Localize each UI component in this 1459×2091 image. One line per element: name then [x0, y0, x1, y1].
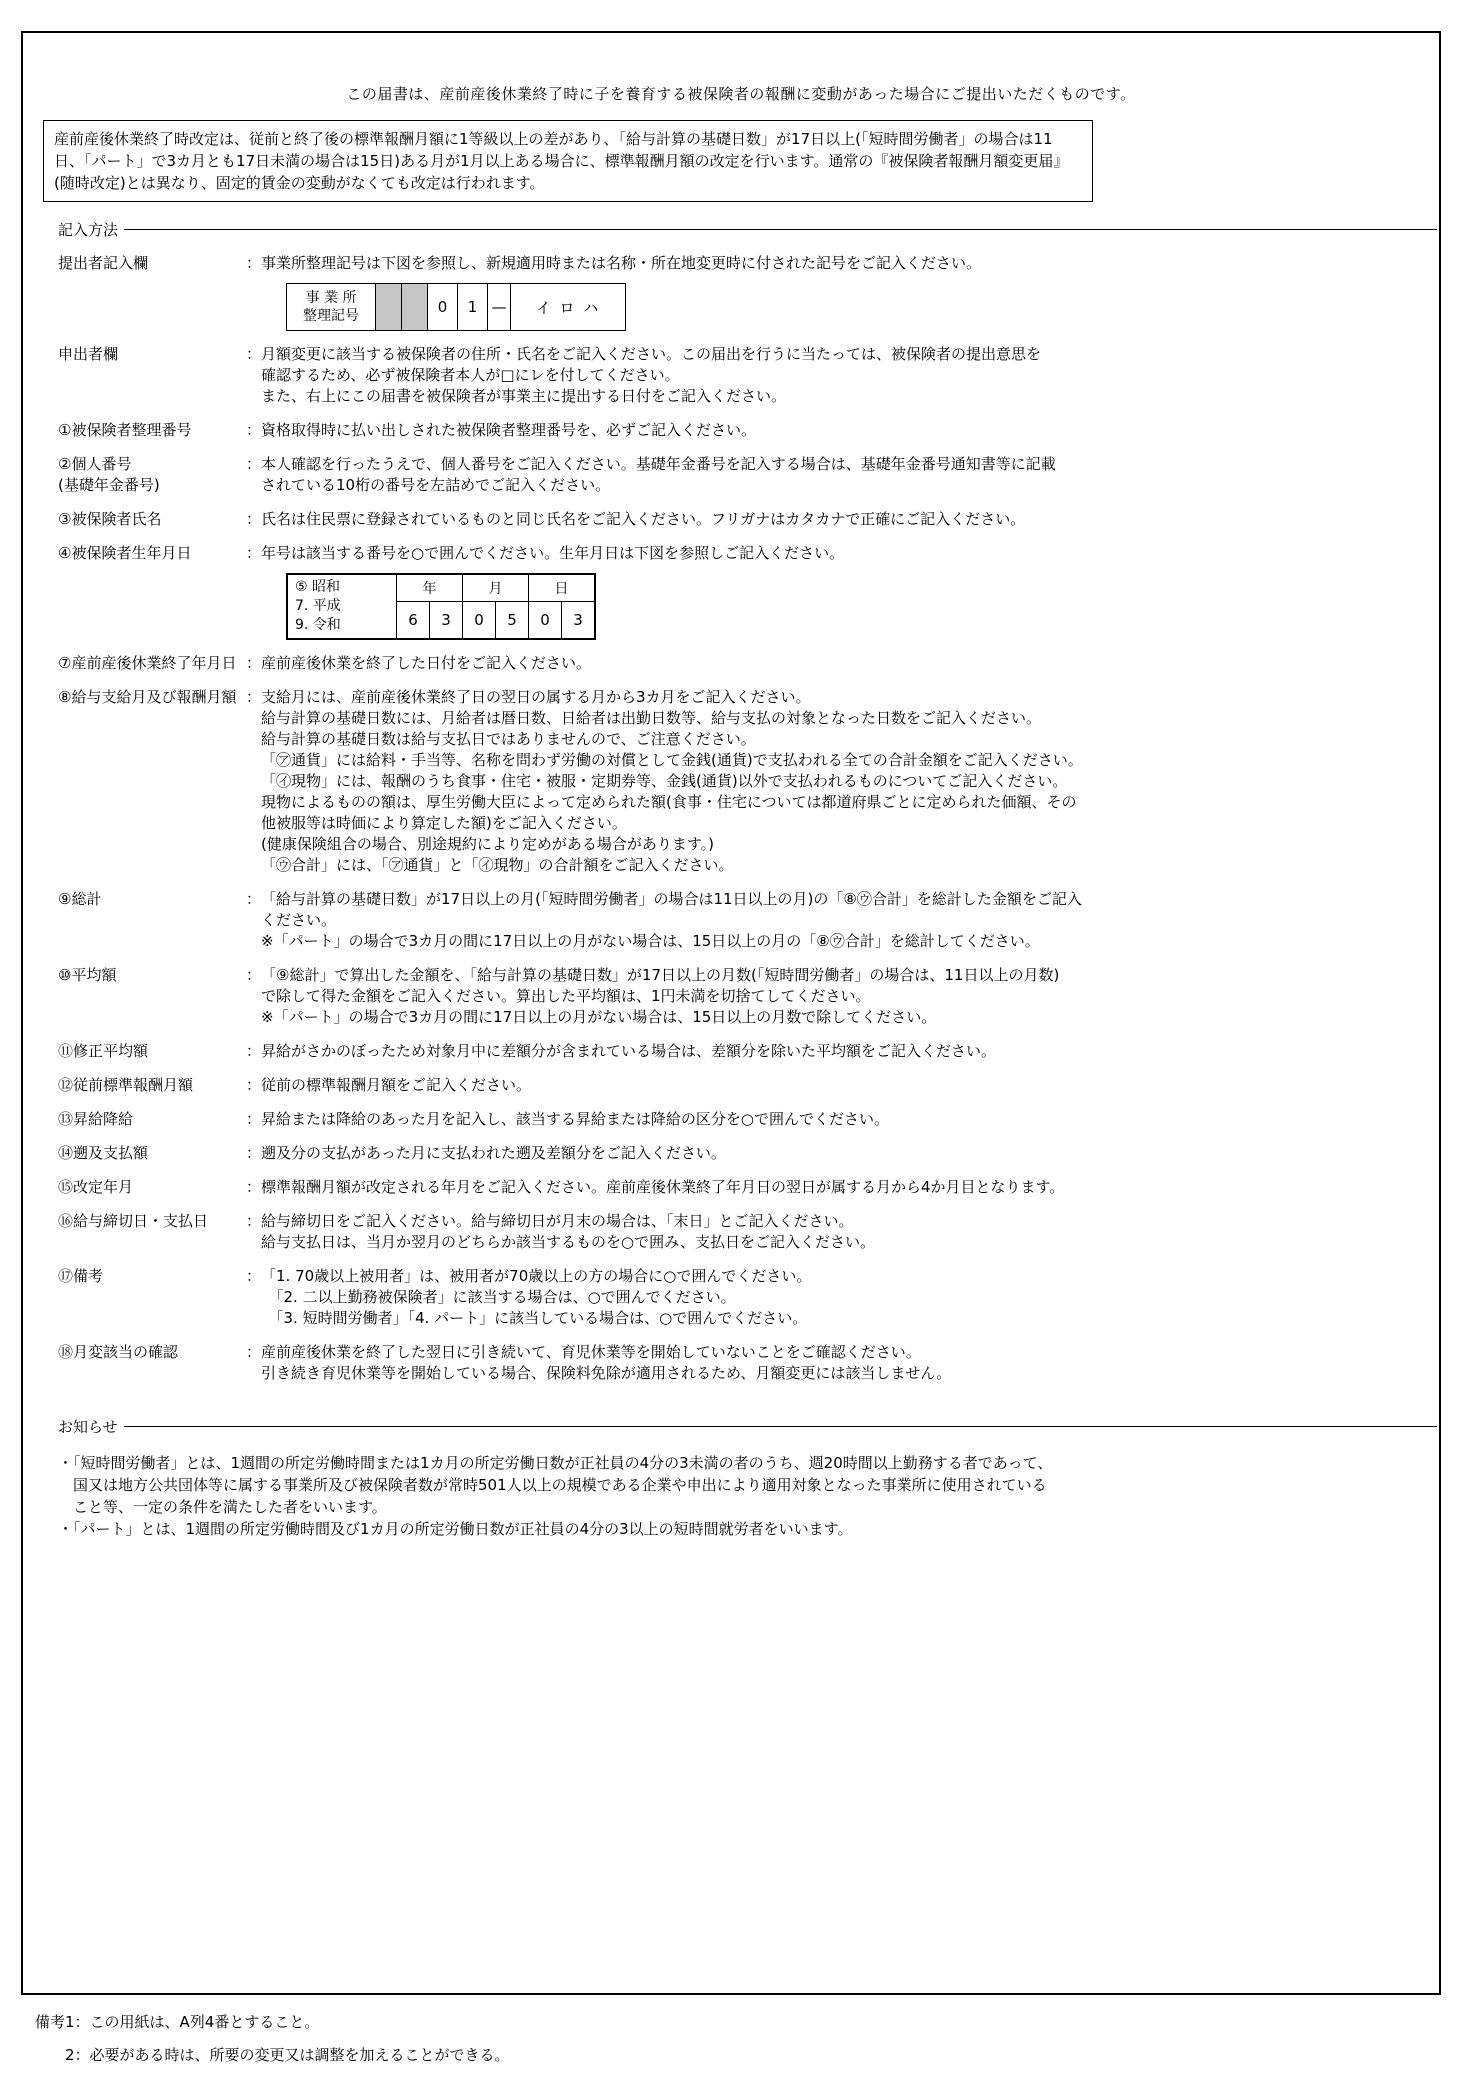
- item-description: [261, 1075, 1439, 1096]
- row-raise-reduction: [58, 1109, 1439, 1130]
- item-label: ⑨総計: [58, 890, 102, 908]
- item-label: ①被保険者整理番号: [58, 421, 192, 439]
- office-code-digit-cell: 0: [428, 284, 458, 331]
- item-label: 申出者欄: [58, 345, 119, 363]
- item-description-line: 支給月には、産前産後休業終了日の翌日の属する月から3カ月をご記入ください。: [261, 688, 811, 706]
- footer-note-line: 2：必要がある時は、所要の変更又は調整を加えることができる。: [35, 2046, 510, 2064]
- page-border-frame: [21, 31, 1441, 1995]
- item-description: [261, 253, 1439, 274]
- item-description: [261, 1342, 1439, 1384]
- label-colon: ：: [246, 966, 262, 984]
- item-label: ⑭遡及支払額: [58, 1144, 149, 1162]
- section-divider-line: [124, 229, 1437, 230]
- item-description-line: 「給与計算の基礎日数」が17日以上の月(「短時間労働者」の場合は11日以上の月)の「⑧㋒合計」を総計した金額をご記入: [261, 890, 1082, 908]
- row-grand-total: [58, 889, 1439, 952]
- notice-line: ・「パート」とは、1週間の所定労働時間及び1カ月の所定労働日数が正社員の4分の3以上の短時間就労者をいいます。: [58, 1520, 853, 1538]
- item-description: [261, 653, 1439, 674]
- item-description-line: 資格取得時に払い出しされた被保険者整理番号を、必ずご記入ください。: [261, 421, 757, 439]
- item-description-line: 「㋐通貨」には給料・手当等、名称を問わず労働の対償として金銭(通貨)で支払われる全ての合計金額をご記入ください。: [261, 751, 1083, 769]
- item-description-line: 標準報酬月額が改定される年月をご記入ください。産前産後休業終了年月日の翌日が属する月から4か月目となります。: [261, 1178, 1065, 1196]
- birthdate-digit-cell: 3: [562, 601, 596, 639]
- birthdate-digit-cell: 6: [397, 601, 430, 639]
- item-description-line: 「⑨総計」で算出した金額を、「給与計算の基礎日数」が17日以上の月数(「短時間労働者」の場合は、11日以上の月数): [261, 966, 1060, 984]
- instruction-rows: [43, 253, 1439, 1384]
- office-code-branch-cell: イ ロ ハ: [511, 284, 626, 331]
- label-colon: ：: [246, 455, 262, 473]
- row-individual-number: [58, 454, 1439, 496]
- office-code-shaded-cell: [376, 284, 402, 331]
- birthdate-digit-cell: 3: [430, 601, 463, 639]
- item-description: [261, 1266, 1439, 1329]
- birthdate-digit-cell: 0: [463, 601, 496, 639]
- item-label: ⑱月変該当の確認: [58, 1343, 179, 1361]
- item-description-line: ※「パート」の場合で3カ月の間に17日以上の月がない場合は、15日以上の月の「⑧㋒合計」を総計してください。: [261, 932, 1040, 950]
- row-remarks: [58, 1266, 1439, 1329]
- item-label: 提出者記入欄: [58, 254, 149, 272]
- label-colon: ：: [246, 1267, 262, 1285]
- item-description-line: ください。: [261, 911, 337, 929]
- item-label: ⑫従前標準報酬月額: [58, 1076, 194, 1094]
- notice-line: こと等、一定の条件を満たした者をいいます。: [58, 1498, 387, 1516]
- row-leave-end-date: [58, 653, 1439, 674]
- item-label: ③被保険者氏名: [58, 510, 162, 528]
- item-description-line: 年号は該当する番号を○で囲んでください。生年月日は下図を参照しご記入ください。: [261, 544, 845, 562]
- birthdate-digit-cell: 5: [496, 601, 529, 639]
- item-description-line: 産前産後休業を終了した翌日に引き続いて、育児休業等を開始していないことをご確認ください。: [261, 1343, 921, 1361]
- item-description-line: 本人確認を行ったうえで、個人番号をご記入ください。基礎年金番号を記入する場合は、基礎年金番号通知書等に記載: [261, 455, 1056, 473]
- item-description: [261, 344, 1439, 407]
- item-label: ⑰備考: [58, 1267, 104, 1285]
- item-label: ⑪修正平均額: [58, 1042, 149, 1060]
- label-colon: ：: [246, 1178, 262, 1196]
- office-code-shaded-cell: [402, 284, 428, 331]
- office-code-table: [286, 283, 1439, 331]
- label-colon: ：: [246, 1144, 262, 1162]
- row-pay-dates: [58, 1211, 1439, 1253]
- year-header-cell: 年: [397, 574, 463, 601]
- item-description-line: されている10桁の番号を左詰めでご記入ください。: [261, 476, 611, 494]
- label-colon: ：: [246, 654, 262, 672]
- notice-line: ・「短時間労働者」とは、1週間の所定労働時間または1カ月の所定労働日数が正社員の4分の3未満の者のうち、週20時間以上勤務する者であって、: [58, 1454, 1053, 1472]
- item-description: [261, 509, 1439, 530]
- footer-note-line: 備考1：この用紙は、A列4番とすること。: [35, 2013, 320, 2031]
- label-colon: ：: [246, 688, 262, 706]
- label-colon: ：: [246, 1110, 262, 1128]
- item-label: ⑧給与支給月及び報酬月額: [58, 688, 237, 706]
- item-description: [261, 889, 1439, 952]
- era-options-cell: ⑤ 昭和 7. 平成 9. 令和: [287, 574, 397, 639]
- item-description-line: 昇給または降給のあった月を記入し、該当する昇給または降給の区分を○で囲んでください。: [261, 1110, 889, 1128]
- item-description-line: 産前産後休業を終了した日付をご記入ください。: [261, 654, 592, 672]
- birthdate-example-table: [286, 573, 1439, 640]
- office-code-label-cell: 事 業 所 整理記号: [287, 284, 376, 331]
- row-average-amount: [58, 965, 1439, 1028]
- item-description-line: 氏名は住民票に登録されているものと同じ氏名をご記入ください。フリガナはカタカナで正確にご記入ください。: [261, 510, 1026, 528]
- item-description-line: 「㋒合計」には、「㋐通貨」と「㋑現物」の合計額をご記入ください。: [261, 856, 734, 874]
- item-description-line: また、右上にこの届書を被保険者が事業主に提出する日付をご記入ください。: [261, 387, 787, 405]
- item-label: ⑮改定年月: [58, 1178, 134, 1196]
- item-description-line: 「2. 二以上勤務被保険者」に該当する場合は、○で囲んでください。: [261, 1288, 736, 1306]
- section-notice-title: お知らせ: [58, 1418, 118, 1436]
- row-birthdate: [58, 543, 1439, 564]
- row-salary-months: [58, 687, 1439, 876]
- item-description-line: ※「パート」の場合で3カ月の間に17日以上の月がない場合は、15日以上の月数で除してください。: [261, 1008, 937, 1026]
- section-notice: [43, 1416, 1437, 1437]
- revision-notice-box: 産前産後休業終了時改定は、従前と終了後の標準報酬月額に1等級以上の差があり、「給与計算の基礎日数」が17日以上(「短時間労働者」の場合は11日、「パート」で3カ月とも17日未満の場合は15日)ある月が1月以上ある場合に、標準報酬月額の改定を行います。通常の『被保険者報酬月額変更届』(随時改定)とは異なり、固定的賃金の変動がなくても改定は行われます。: [43, 120, 1093, 202]
- item-label: ⑬昇給降給: [58, 1110, 134, 1128]
- label-colon: ：: [246, 890, 262, 908]
- item-description: [261, 1211, 1439, 1253]
- intro-text: この届書は、産前産後休業終了時に子を養育する被保険者の報酬に変動があった場合にご提出いただくものです。: [346, 85, 1136, 103]
- item-description-line: 他被服等は時価により算定した額)をご記入ください。: [261, 814, 627, 832]
- item-description: [261, 1143, 1439, 1164]
- item-description: [261, 1109, 1439, 1130]
- row-insured-number: [58, 420, 1439, 441]
- row-previous-standard-amount: [58, 1075, 1439, 1096]
- item-description: [261, 1041, 1439, 1062]
- item-description-line: 給与締切日をご記入ください。給与締切日が月末の場合は、「末日」とご記入ください。: [261, 1212, 854, 1230]
- row-modified-average: [58, 1041, 1439, 1062]
- item-description: [261, 965, 1439, 1028]
- item-description-line: 月額変更に該当する被保険者の住所・氏名をご記入ください。この届出を行うに当たっては、被保険者の提出意思を: [261, 345, 1042, 363]
- item-description: [261, 420, 1439, 441]
- label-colon: ：: [246, 254, 262, 272]
- page-content: [23, 33, 1439, 1540]
- item-description-line: 確認するため、必ず被保険者本人が□にレを付してください。: [261, 366, 680, 384]
- item-description-line: 従前の標準報酬月額をご記入ください。: [261, 1076, 532, 1094]
- item-description: [261, 687, 1439, 876]
- item-label: ④被保険者生年月日: [58, 544, 192, 562]
- footer-notes: [35, 2006, 510, 2072]
- row-monthly-change-check: [58, 1342, 1439, 1384]
- notice-list: [58, 1452, 1439, 1540]
- section-fill-method: [43, 219, 1437, 240]
- item-description-line: 「3. 短時間労働者」「4. パート」に該当している場合は、○で囲んでください。: [261, 1309, 808, 1327]
- office-code-dash-cell: —: [488, 284, 511, 331]
- item-description-line: 給与支払日は、当月か翌月のどちらか該当するものを○で囲み、支払日をご記入ください。: [261, 1233, 875, 1251]
- item-description-line: 「1. 70歳以上被用者」は、被用者が70歳以上の方の場合に○で囲んでください。: [261, 1267, 812, 1285]
- item-description-line: 引き続き育児休業等を開始している場合、保険料免除が適用されるため、月額変更には該当しません。: [261, 1364, 952, 1382]
- label-colon: ：: [246, 345, 262, 363]
- item-description-line: (健康保険組合の場合、別途規約により定めがある場合があります。): [261, 835, 715, 853]
- label-colon: ：: [246, 544, 262, 562]
- label-colon: ：: [246, 1042, 262, 1060]
- item-description: [261, 454, 1439, 496]
- item-description-line: 給与計算の基礎日数には、月給者は暦日数、日給者は出勤日数等、給与支払の対象となった日数をご記入ください。: [261, 709, 1042, 727]
- item-description-line: 現物によるものの額は、厚生労働大臣によって定められた額(食事・住宅については都道府県ごとに定められた価額、その: [261, 793, 1077, 811]
- item-description: [261, 1177, 1439, 1198]
- item-description-line: 給与計算の基礎日数は給与支払日ではありませんので、ご注意ください。: [261, 730, 756, 748]
- item-description-line: 遡及分の支払があった月に支払われた遡及差額分をご記入ください。: [261, 1144, 726, 1162]
- item-description-line: 事業所整理記号は下図を参照し、新規適用時または名称・所在地変更時に付された記号をご記入ください。: [261, 254, 982, 272]
- month-header-cell: 月: [463, 574, 529, 601]
- birthdate-digit-cell: 0: [529, 601, 562, 639]
- section-divider-line: [124, 1426, 1437, 1427]
- row-applicant-field: [58, 344, 1439, 407]
- item-label: ⑯給与締切日・支払日: [58, 1212, 209, 1230]
- label-colon: ：: [246, 1212, 262, 1230]
- item-description-line: 昇給がさかのぼったため対象月中に差額分が含まれている場合は、差額分を除いた平均額をご記入ください。: [261, 1042, 997, 1060]
- label-colon: ：: [246, 1076, 262, 1094]
- item-description-line: 「㋑現物」には、報酬のうち食事・住宅・被服・定期券等、金銭(通貨)以外で支払われるものについてご記入ください。: [261, 772, 1068, 790]
- item-label: ②個人番号 (基礎年金番号): [58, 455, 160, 494]
- row-submitter-field: [58, 253, 1439, 274]
- row-retroactive-payment: [58, 1143, 1439, 1164]
- label-colon: ：: [246, 510, 262, 528]
- item-description-line: で除して得た金額をご記入ください。算出した平均額は、1円未満を切捨てしてください。: [261, 987, 871, 1005]
- office-code-digit-cell: 1: [458, 284, 488, 331]
- label-colon: ：: [246, 421, 262, 439]
- row-insured-name: [58, 509, 1439, 530]
- item-description: [261, 543, 1439, 564]
- item-label: ⑦産前産後休業終了年月日: [58, 654, 237, 672]
- row-revision-month: [58, 1177, 1439, 1198]
- section-fill-method-title: 記入方法: [58, 221, 119, 239]
- notice-line: 国又は地方公共団体等に属する事業所及び被保険者数が常時501人以上の規模である企業や申出により適用対象となった事業所に使用されている: [58, 1476, 1047, 1494]
- item-label: ⑩平均額: [58, 966, 117, 984]
- day-header-cell: 日: [529, 574, 596, 601]
- label-colon: ：: [246, 1343, 262, 1361]
